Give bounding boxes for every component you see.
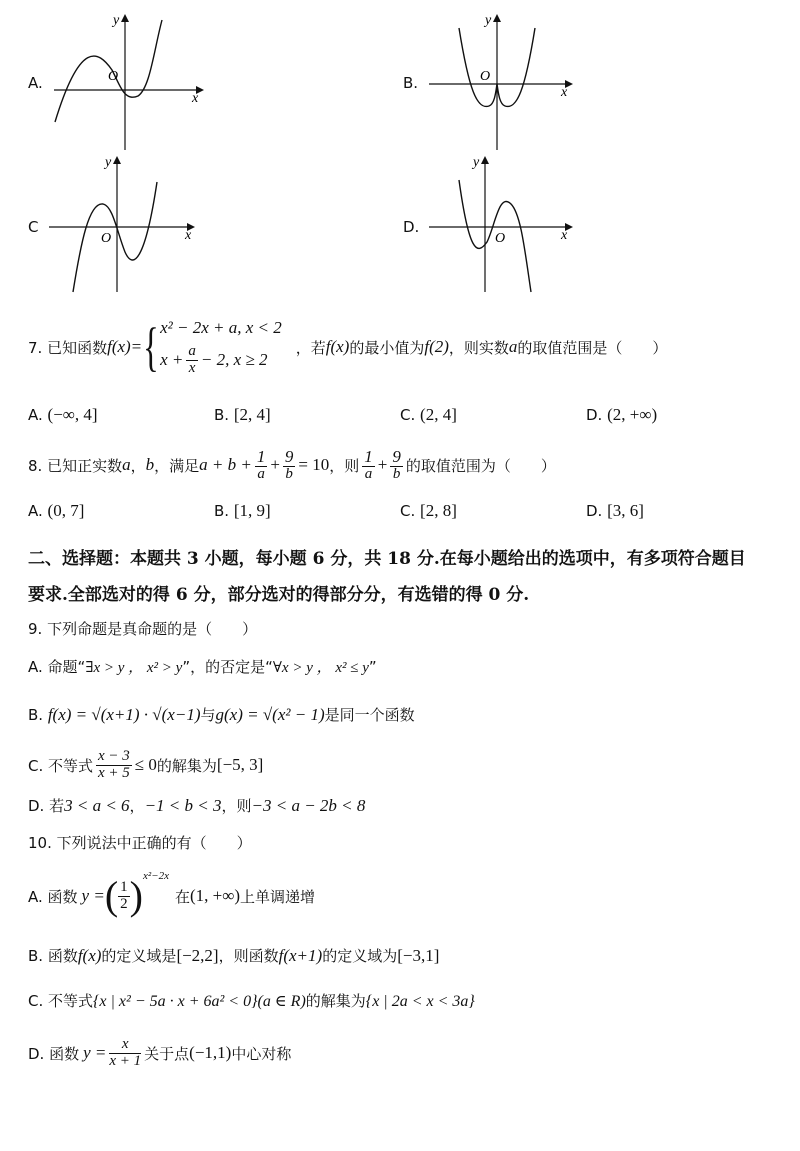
section2-line2: 要求.全部选对的得 6 分，部分选对的得部分分，有选错的得 0 分. [28,585,530,605]
question-8 [28,443,556,487]
graph-b-x-label: x [561,85,568,100]
q7-fx: f(x)= [107,337,143,356]
question-7 [28,312,667,382]
q7-case2-den: x [188,359,196,376]
graph-d-x-label: x [561,228,568,243]
q9-option-b[interactable]: B. f(x) = √(x+1) · √(x−1)与g(x) = √(x² − 1)是同一个函数 [28,705,415,724]
q7-brace: { [143,317,159,377]
graph-c [45,152,205,294]
graph-d-origin: O [495,231,506,246]
section2-line1: 二、选择题：本题共 3 小题，每小题 6 分，共 18 分.在每小题给出的选项中，有多项符合题目 [28,549,746,569]
q10-option-a[interactable]: A. 函数 y = ( $\frac{1}{2}$ ) x²−2x 在 (1, +∞) 上单调递增 [28,870,316,918]
q8-frac4: $\frac{9}{b}$ [392,446,401,482]
graph-b-origin: O [480,69,491,84]
q7-case2 [160,344,282,377]
q7-prefix: 7. 已知函数 [28,338,108,357]
q10-option-c[interactable]: C. 不等式{x | x² − 5a · x + 6a² < 0}(a ∈ R)的解集为{x | 2a < x < 3a} [28,992,475,1010]
q7-case2-num: a [188,342,196,359]
q8-option-d[interactable]: D. [3, 6] [586,501,644,520]
q7-option-c[interactable]: C. (2, 4] [400,405,457,424]
option-d-label: D. [403,218,420,236]
q7-middle: ，若 [295,338,326,357]
q7-case2-pre: x + [160,350,184,369]
q8-expr-post: = 10 [298,455,330,474]
option-b-label: B. [403,74,419,92]
graph-a-x-label: x [192,91,199,106]
graph-b [425,10,585,152]
option-a-label: A. [28,74,43,92]
q8-expr-pre: a + b + [199,455,252,474]
q7-middle3: ，则实数 [448,338,509,357]
q7-case2-post: − 2, x ≥ 2 [200,350,268,369]
graph-d [425,152,585,294]
q9-title: 9. 下列命题是真命题的是（ ） [28,620,258,638]
graph-c-y-label: y [105,155,112,170]
q9-option-d[interactable]: D. 若3 < a < 6，−1 < b < 3，则−3 < a − 2b < 8 [28,796,366,815]
q8-a: a [122,455,131,474]
q8-middle2: ，则 [329,456,360,475]
q8-frac2: $\frac{9}{b}$ [284,446,294,482]
q8-sep: ， [130,456,146,475]
q8-frac1: $\frac{1}{a}$ [256,446,266,482]
q7-case2-frac [186,344,198,377]
q8-b: b [145,455,155,474]
q10-title: 10. 下列说法中正确的有（ ） [28,834,252,852]
q10-option-b[interactable]: B. 函数f(x)的定义域是[−2,2]，则函数f(x+1)的定义域为[−3,1] [28,946,440,965]
q9-option-a[interactable]: A. 命题“∃x > y ， x² > y”，的否定是“∀x > y ， x² ≤ y” [28,658,377,676]
q9-option-c[interactable]: C. 不等式 $\frac{x - 3}{x + 5}$ ≤ 0 的解集为 [−5, 3] [28,747,264,781]
graph-b-y-label: y [485,13,492,28]
q7-a: a [508,337,518,356]
q7-middle2: 的最小值为 [349,338,425,357]
graph-c-x-label: x [185,228,192,243]
graph-c-origin: O [101,231,112,246]
q7-cases [160,318,282,377]
q8-option-c[interactable]: C. [2, 8] [400,501,457,520]
q8-suffix: 的取值范围为（ ） [405,456,556,475]
q7-option-a[interactable]: A. (−∞, 4] [28,405,98,424]
q7-f2: f(2) [424,337,449,356]
q8-plus: + [270,455,280,474]
q7-option-b[interactable]: B. [2, 4] [214,405,271,424]
q7-fx2: f(x) [325,337,350,356]
q8-prefix: 8. 已知正实数 [28,456,123,475]
q8-option-a[interactable]: A. (0, 7] [28,501,85,520]
q7-suffix: 的取值范围是（ ） [517,338,668,357]
graph-a-y-label: y [113,13,120,28]
q8-plus2: + [377,455,388,474]
q7-option-d[interactable]: D. (2, +∞) [586,405,658,424]
q7-case1: x² − 2x + a, x < 2 [160,317,282,337]
q8-option-b[interactable]: B. [1, 9] [214,501,271,520]
graph-d-y-label: y [473,155,480,170]
q10-option-d[interactable]: D. 函数 y = $\frac{x}{x + 1}$ 关于点 (−1,1) 中心对称 [28,1035,292,1069]
q8-frac3: $\frac{1}{a}$ [364,446,373,482]
q8-middle: ，满足 [154,456,200,475]
graph-a [50,10,210,152]
option-c-label: C [28,218,39,236]
graph-a-origin: O [108,69,119,84]
